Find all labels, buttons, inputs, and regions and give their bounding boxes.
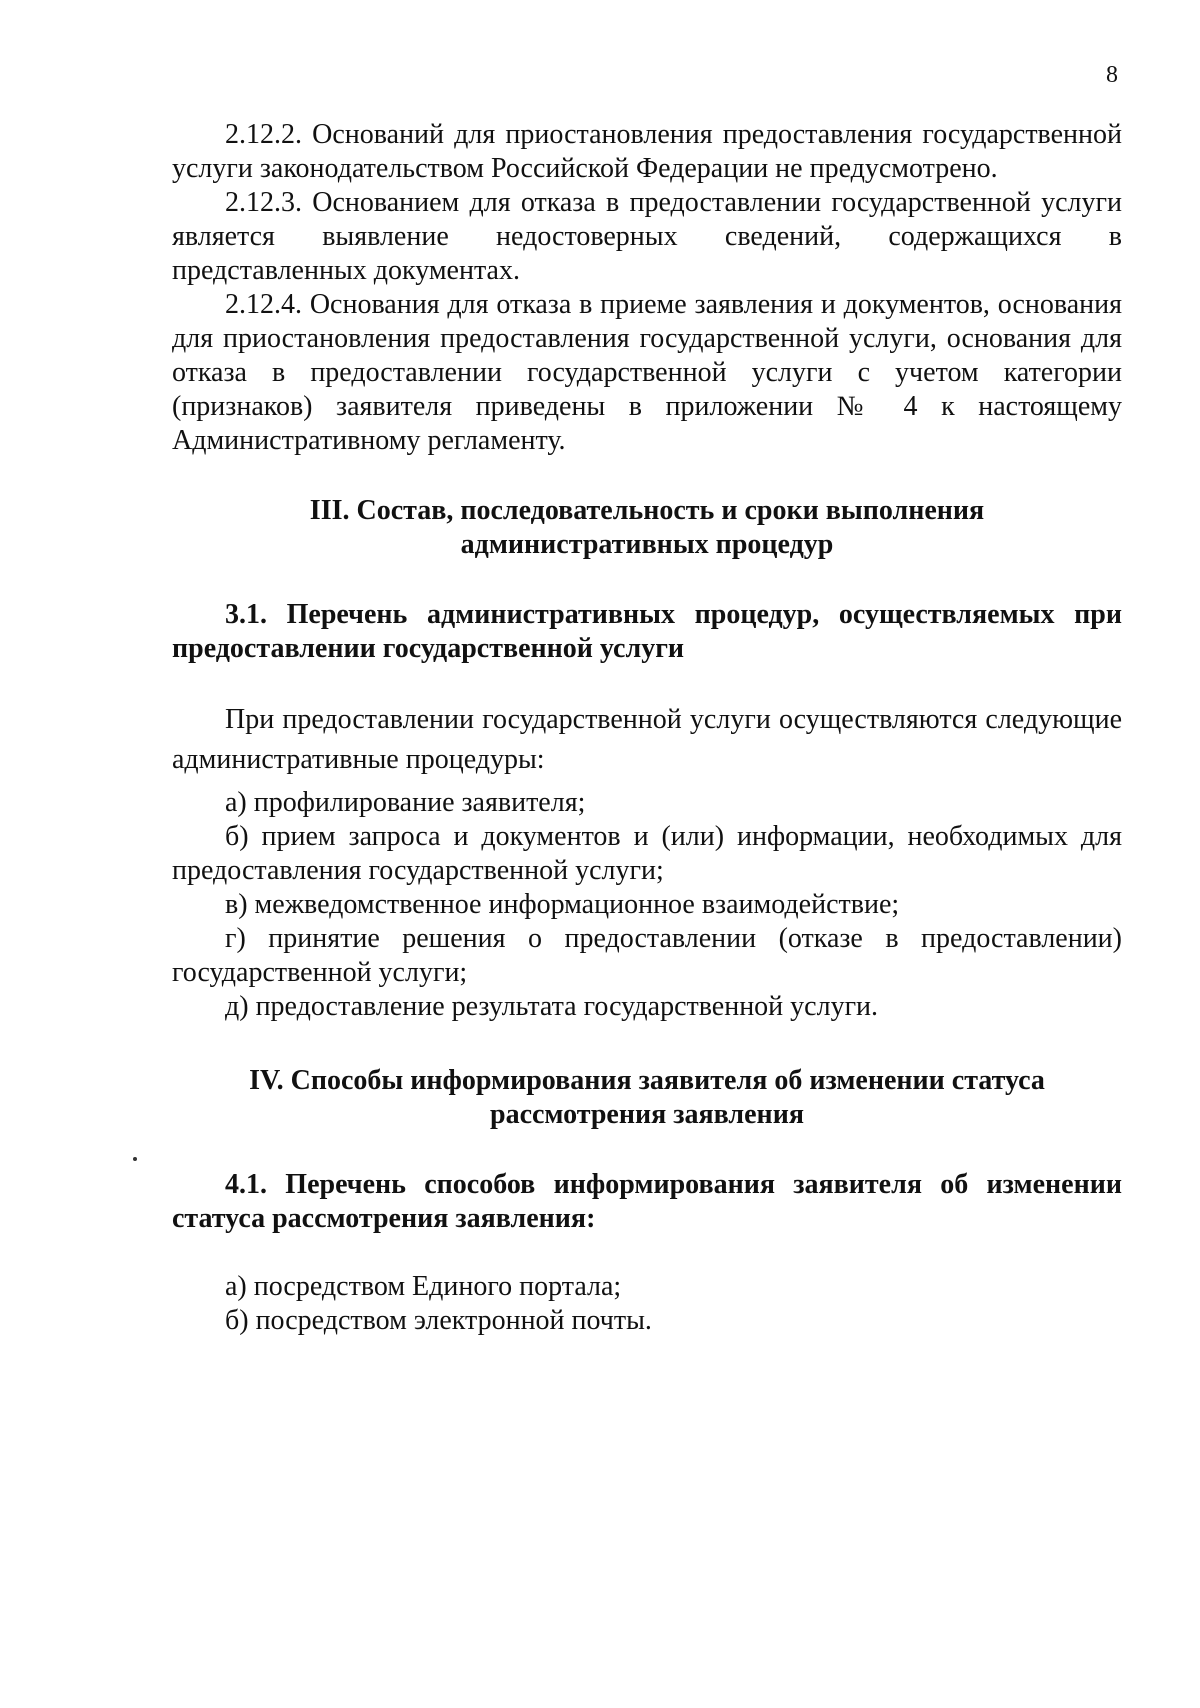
page-number: 8 <box>1106 62 1118 88</box>
section-4-heading <box>172 1064 1122 1132</box>
list-item: г) принятие решения о предоставлении (отказе в предоставлении) государственной услуги; <box>172 923 1122 988</box>
paragraph-2-12-2: 2.12.2. Оснований для приостановления предоставления государственной услуги законодательством Российской Федерации не предусмотрено. <box>172 119 1122 184</box>
subsection-4-1-heading: 4.1. Перечень способов информирования заявителя об изменении статуса рассмотрения заявления: <box>172 1169 1122 1234</box>
section-3-heading <box>172 494 1122 562</box>
list-item: б) посредством электронной почты. <box>225 1305 652 1336</box>
section-3-heading-line-2: административных процедур <box>460 529 834 560</box>
list-item: а) посредством Единого портала; <box>225 1271 622 1302</box>
section-3-intro: При предоставлении государственной услуги осуществляются следующие административные процедуры: <box>172 704 1122 775</box>
paragraph-2-12-3: 2.12.3. Основанием для отказа в предоставлении государственной услуги является выявление недостоверных сведений, содержащихся в представленных документах. <box>172 187 1122 286</box>
scan-speck <box>133 1157 137 1161</box>
document-body <box>172 118 1122 1338</box>
section-3-heading-line-1: III. Состав, последовательность и сроки выполнения <box>309 495 985 526</box>
section-4-heading-line-2: рассмотрения заявления <box>490 1099 804 1130</box>
list-item: в) межведомственное информационное взаимодействие; <box>225 889 900 920</box>
list-item: д) предоставление результата государственной услуги. <box>225 991 879 1022</box>
list-item: а) профилирование заявителя; <box>225 787 586 818</box>
section-4-heading-line-1: IV. Способы информирования заявителя об изменении статуса <box>249 1065 1045 1096</box>
list-item: б) прием запроса и документов и (или) информации, необходимых для предоставления государственной услуги; <box>172 821 1122 886</box>
paragraph-2-12-4: 2.12.4. Основания для отказа в приеме заявления и документов, основания для приостановления предоставления государственной услуги, основания для отказа в предоставлении государственной услуги с учетом категории (признаков) заявителя приведены в приложении № 4 к настоящему Административному регламенту. <box>172 289 1122 456</box>
subsection-3-1-heading: 3.1. Перечень административных процедур, осуществляемых при предоставлении государственной услуги <box>172 599 1122 664</box>
